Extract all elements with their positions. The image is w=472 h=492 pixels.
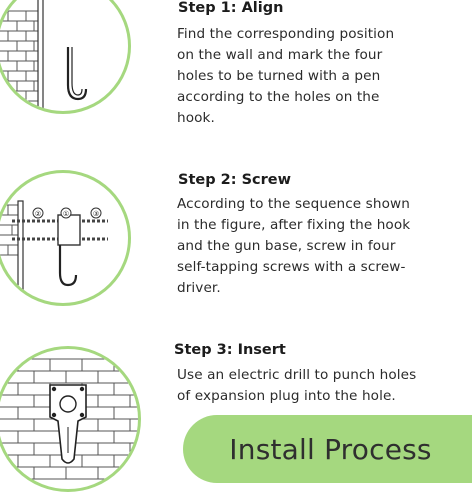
step2-line: self-tapping screws with a screw- bbox=[177, 259, 406, 275]
install-process-badge bbox=[183, 415, 472, 483]
step3-description bbox=[177, 365, 416, 407]
step1-description bbox=[177, 24, 394, 129]
sequence-marker: ① bbox=[62, 210, 70, 218]
step3-title: Step 3: Insert bbox=[174, 342, 286, 358]
step1-line: on the wall and mark the four bbox=[177, 47, 383, 63]
screw-hook-icon bbox=[0, 173, 131, 306]
step1-line: Find the corresponding position bbox=[177, 26, 395, 42]
step3-illustration bbox=[0, 346, 141, 492]
step2-illustration bbox=[0, 170, 131, 306]
sequence-marker: ② bbox=[34, 210, 42, 218]
step1-title: Step 1: Align bbox=[178, 0, 284, 16]
step2-line: and the gun base, screw in four bbox=[177, 238, 396, 254]
step1-line: holes to be turned with a pen bbox=[177, 68, 381, 84]
step1-line: hook. bbox=[177, 110, 215, 126]
install-process-label: Install Process bbox=[229, 432, 432, 466]
step2-description bbox=[177, 194, 410, 299]
step2-title: Step 2: Screw bbox=[178, 172, 291, 188]
step3-line: Use an electric drill to punch holes bbox=[177, 367, 417, 383]
step2-line: According to the sequence shown bbox=[177, 196, 410, 212]
sequence-marker: ③ bbox=[92, 210, 100, 218]
step2-line: driver. bbox=[177, 280, 221, 296]
step1-line: according to the holes on the bbox=[177, 89, 380, 105]
brick-wall-bracket-icon bbox=[0, 349, 141, 492]
step3-line: of expansion plug into the hole. bbox=[177, 388, 396, 404]
step2-line: in the figure, after fixing the hook bbox=[177, 217, 411, 233]
wall-hook-icon bbox=[0, 0, 131, 114]
step1-illustration bbox=[0, 0, 131, 114]
